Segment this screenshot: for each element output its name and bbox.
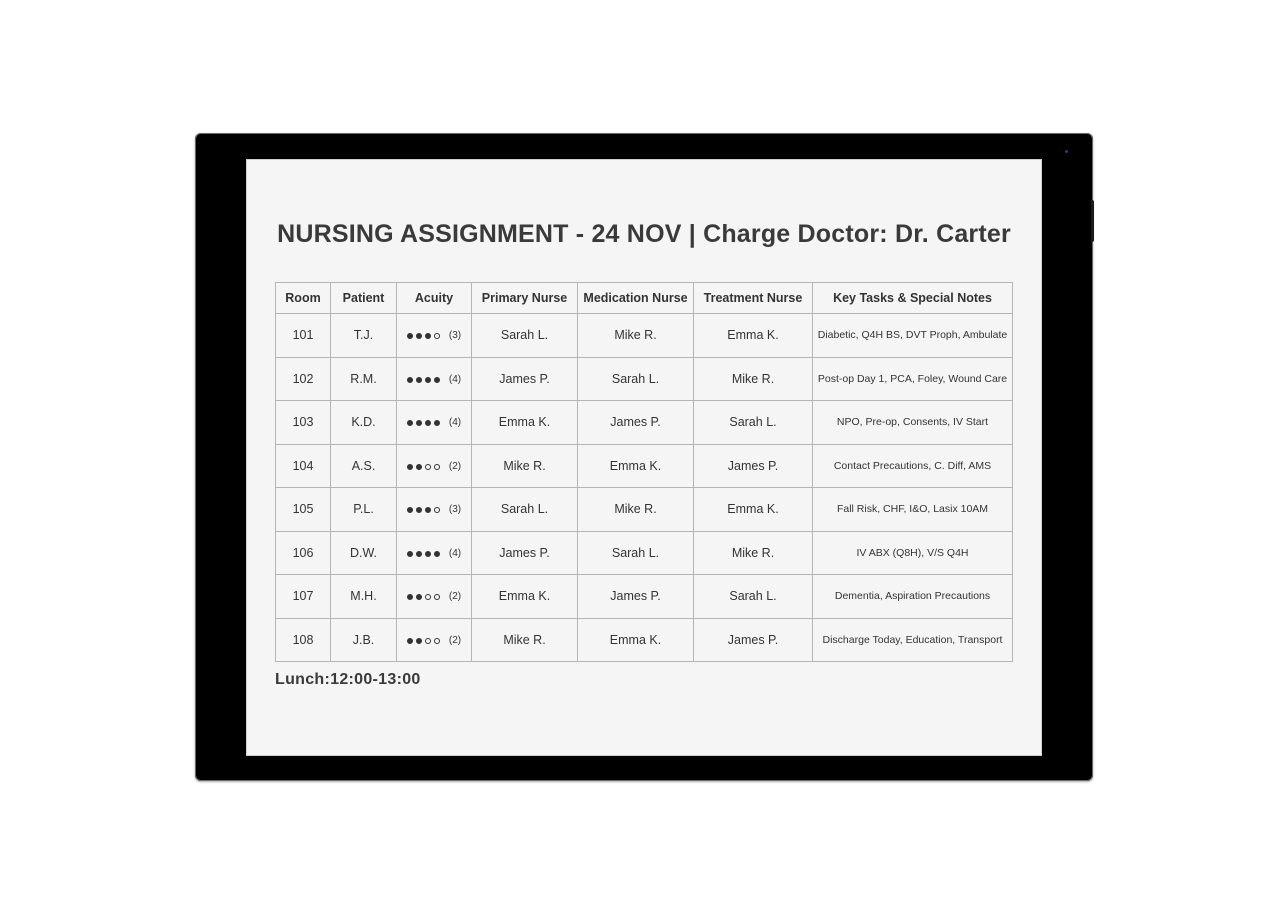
primary-nurse-cell: Mike R. bbox=[472, 618, 578, 662]
primary-nurse-cell: James P. bbox=[472, 531, 578, 575]
acuity-dot-empty-icon bbox=[425, 464, 431, 470]
table-row bbox=[276, 575, 1013, 619]
table-row bbox=[276, 314, 1013, 358]
column-header-room: Room bbox=[276, 283, 331, 314]
acuity-score: (4) bbox=[448, 373, 462, 385]
medication-nurse-cell: Emma K. bbox=[578, 444, 694, 488]
acuity-dot-filled-icon bbox=[407, 594, 413, 600]
patient-cell: A.S. bbox=[331, 444, 397, 488]
table-row bbox=[276, 618, 1013, 662]
primary-nurse-cell: James P. bbox=[472, 357, 578, 401]
patient-cell: M.H. bbox=[331, 575, 397, 619]
medication-nurse-cell: Emma K. bbox=[578, 618, 694, 662]
acuity-dots bbox=[407, 633, 443, 647]
tablet-side-button bbox=[1091, 200, 1094, 242]
notes-cell: NPO, Pre-op, Consents, IV Start bbox=[813, 401, 1013, 445]
acuity-dots bbox=[407, 546, 443, 560]
lunch-note: Lunch:12:00-13:00 bbox=[275, 671, 421, 688]
tablet-screen bbox=[246, 159, 1042, 756]
acuity-dot-filled-icon bbox=[416, 594, 422, 600]
acuity-dot-filled-icon bbox=[425, 377, 431, 383]
acuity-dot-empty-icon bbox=[434, 464, 440, 470]
acuity-dot-filled-icon bbox=[407, 420, 413, 426]
primary-nurse-cell: Mike R. bbox=[472, 444, 578, 488]
acuity-dot-filled-icon bbox=[407, 638, 413, 644]
treatment-nurse-cell: Sarah L. bbox=[694, 575, 813, 619]
acuity-cell bbox=[397, 618, 472, 662]
patient-cell: R.M. bbox=[331, 357, 397, 401]
acuity-dots bbox=[407, 329, 443, 343]
acuity-cell bbox=[397, 531, 472, 575]
acuity-cell bbox=[397, 401, 472, 445]
table-body bbox=[276, 314, 1013, 662]
patient-cell: P.L. bbox=[331, 488, 397, 532]
acuity-dot-filled-icon bbox=[434, 420, 440, 426]
room-cell: 102 bbox=[276, 357, 331, 401]
acuity-dot-filled-icon bbox=[416, 333, 422, 339]
room-cell: 106 bbox=[276, 531, 331, 575]
acuity-score: (3) bbox=[448, 504, 462, 516]
acuity-dot-empty-icon bbox=[434, 594, 440, 600]
table-row bbox=[276, 401, 1013, 445]
acuity-score: (2) bbox=[448, 591, 462, 603]
primary-nurse-cell: Emma K. bbox=[472, 575, 578, 619]
column-header-medication-nurse: Medication Nurse bbox=[578, 283, 694, 314]
treatment-nurse-cell: James P. bbox=[694, 618, 813, 662]
acuity-dot-filled-icon bbox=[407, 507, 413, 513]
table-row bbox=[276, 488, 1013, 532]
column-header-key-tasks: Key Tasks & Special Notes bbox=[813, 283, 1013, 314]
medication-nurse-cell: Sarah L. bbox=[578, 531, 694, 575]
room-cell: 107 bbox=[276, 575, 331, 619]
notes-cell: Fall Risk, CHF, I&O, Lasix 10AM bbox=[813, 488, 1013, 532]
acuity-dot-filled-icon bbox=[407, 377, 413, 383]
table-row bbox=[276, 444, 1013, 488]
room-cell: 101 bbox=[276, 314, 331, 358]
primary-nurse-cell: Sarah L. bbox=[472, 314, 578, 358]
acuity-cell bbox=[397, 575, 472, 619]
treatment-nurse-cell: Sarah L. bbox=[694, 401, 813, 445]
acuity-dots bbox=[407, 416, 443, 430]
acuity-score: (4) bbox=[448, 417, 462, 429]
acuity-dot-filled-icon bbox=[416, 464, 422, 470]
acuity-dot-filled-icon bbox=[416, 507, 422, 513]
acuity-dot-filled-icon bbox=[434, 551, 440, 557]
notes-cell: Post-op Day 1, PCA, Foley, Wound Care bbox=[813, 357, 1013, 401]
treatment-nurse-cell: Emma K. bbox=[694, 488, 813, 532]
patient-cell: J.B. bbox=[331, 618, 397, 662]
room-cell: 104 bbox=[276, 444, 331, 488]
acuity-score: (2) bbox=[448, 460, 462, 472]
acuity-dot-filled-icon bbox=[407, 333, 413, 339]
medication-nurse-cell: Mike R. bbox=[578, 488, 694, 532]
treatment-nurse-cell: Mike R. bbox=[694, 357, 813, 401]
patient-cell: K.D. bbox=[331, 401, 397, 445]
column-header-patient: Patient bbox=[331, 283, 397, 314]
acuity-dot-filled-icon bbox=[434, 377, 440, 383]
acuity-cell bbox=[397, 357, 472, 401]
camera-icon bbox=[1065, 150, 1068, 153]
notes-cell: Discharge Today, Education, Transport bbox=[813, 618, 1013, 662]
acuity-score: (2) bbox=[448, 634, 462, 646]
primary-nurse-cell: Sarah L. bbox=[472, 488, 578, 532]
patient-cell: T.J. bbox=[331, 314, 397, 358]
notes-cell: Diabetic, Q4H BS, DVT Proph, Ambulate bbox=[813, 314, 1013, 358]
table-row bbox=[276, 531, 1013, 575]
treatment-nurse-cell: Emma K. bbox=[694, 314, 813, 358]
medication-nurse-cell: Sarah L. bbox=[578, 357, 694, 401]
medication-nurse-cell: Mike R. bbox=[578, 314, 694, 358]
acuity-dots bbox=[407, 372, 443, 386]
acuity-dot-filled-icon bbox=[407, 464, 413, 470]
notes-cell: IV ABX (Q8H), V/S Q4H bbox=[813, 531, 1013, 575]
acuity-dot-empty-icon bbox=[434, 507, 440, 513]
treatment-nurse-cell: James P. bbox=[694, 444, 813, 488]
acuity-dot-filled-icon bbox=[425, 333, 431, 339]
notes-cell: Dementia, Aspiration Precautions bbox=[813, 575, 1013, 619]
room-cell: 108 bbox=[276, 618, 331, 662]
assignment-table bbox=[275, 282, 1013, 662]
medication-nurse-cell: James P. bbox=[578, 575, 694, 619]
acuity-dot-filled-icon bbox=[425, 507, 431, 513]
column-header-treatment-nurse: Treatment Nurse bbox=[694, 283, 813, 314]
acuity-dots bbox=[407, 459, 443, 473]
table-row bbox=[276, 357, 1013, 401]
column-header-primary-nurse: Primary Nurse bbox=[472, 283, 578, 314]
acuity-dots bbox=[407, 503, 443, 517]
acuity-dot-filled-icon bbox=[416, 420, 422, 426]
acuity-dot-filled-icon bbox=[416, 551, 422, 557]
room-cell: 103 bbox=[276, 401, 331, 445]
column-header-acuity: Acuity bbox=[397, 283, 472, 314]
acuity-dot-empty-icon bbox=[425, 638, 431, 644]
room-cell: 105 bbox=[276, 488, 331, 532]
acuity-dot-filled-icon bbox=[407, 551, 413, 557]
acuity-score: (3) bbox=[448, 330, 462, 342]
acuity-cell bbox=[397, 444, 472, 488]
acuity-dots bbox=[407, 590, 443, 604]
treatment-nurse-cell: Mike R. bbox=[694, 531, 813, 575]
page-title: NURSING ASSIGNMENT - 24 NOV | Charge Doctor: Dr. Carter bbox=[277, 220, 1011, 248]
primary-nurse-cell: Emma K. bbox=[472, 401, 578, 445]
acuity-cell bbox=[397, 488, 472, 532]
patient-cell: D.W. bbox=[331, 531, 397, 575]
tablet-device bbox=[195, 133, 1093, 781]
acuity-dot-filled-icon bbox=[425, 420, 431, 426]
acuity-score: (4) bbox=[448, 547, 462, 559]
acuity-dot-filled-icon bbox=[416, 638, 422, 644]
acuity-dot-empty-icon bbox=[434, 333, 440, 339]
table-header-row bbox=[276, 283, 1013, 314]
notes-cell: Contact Precautions, C. Diff, AMS bbox=[813, 444, 1013, 488]
acuity-dot-filled-icon bbox=[416, 377, 422, 383]
medication-nurse-cell: James P. bbox=[578, 401, 694, 445]
acuity-dot-filled-icon bbox=[425, 551, 431, 557]
acuity-dot-empty-icon bbox=[434, 638, 440, 644]
acuity-cell bbox=[397, 314, 472, 358]
acuity-dot-empty-icon bbox=[425, 594, 431, 600]
